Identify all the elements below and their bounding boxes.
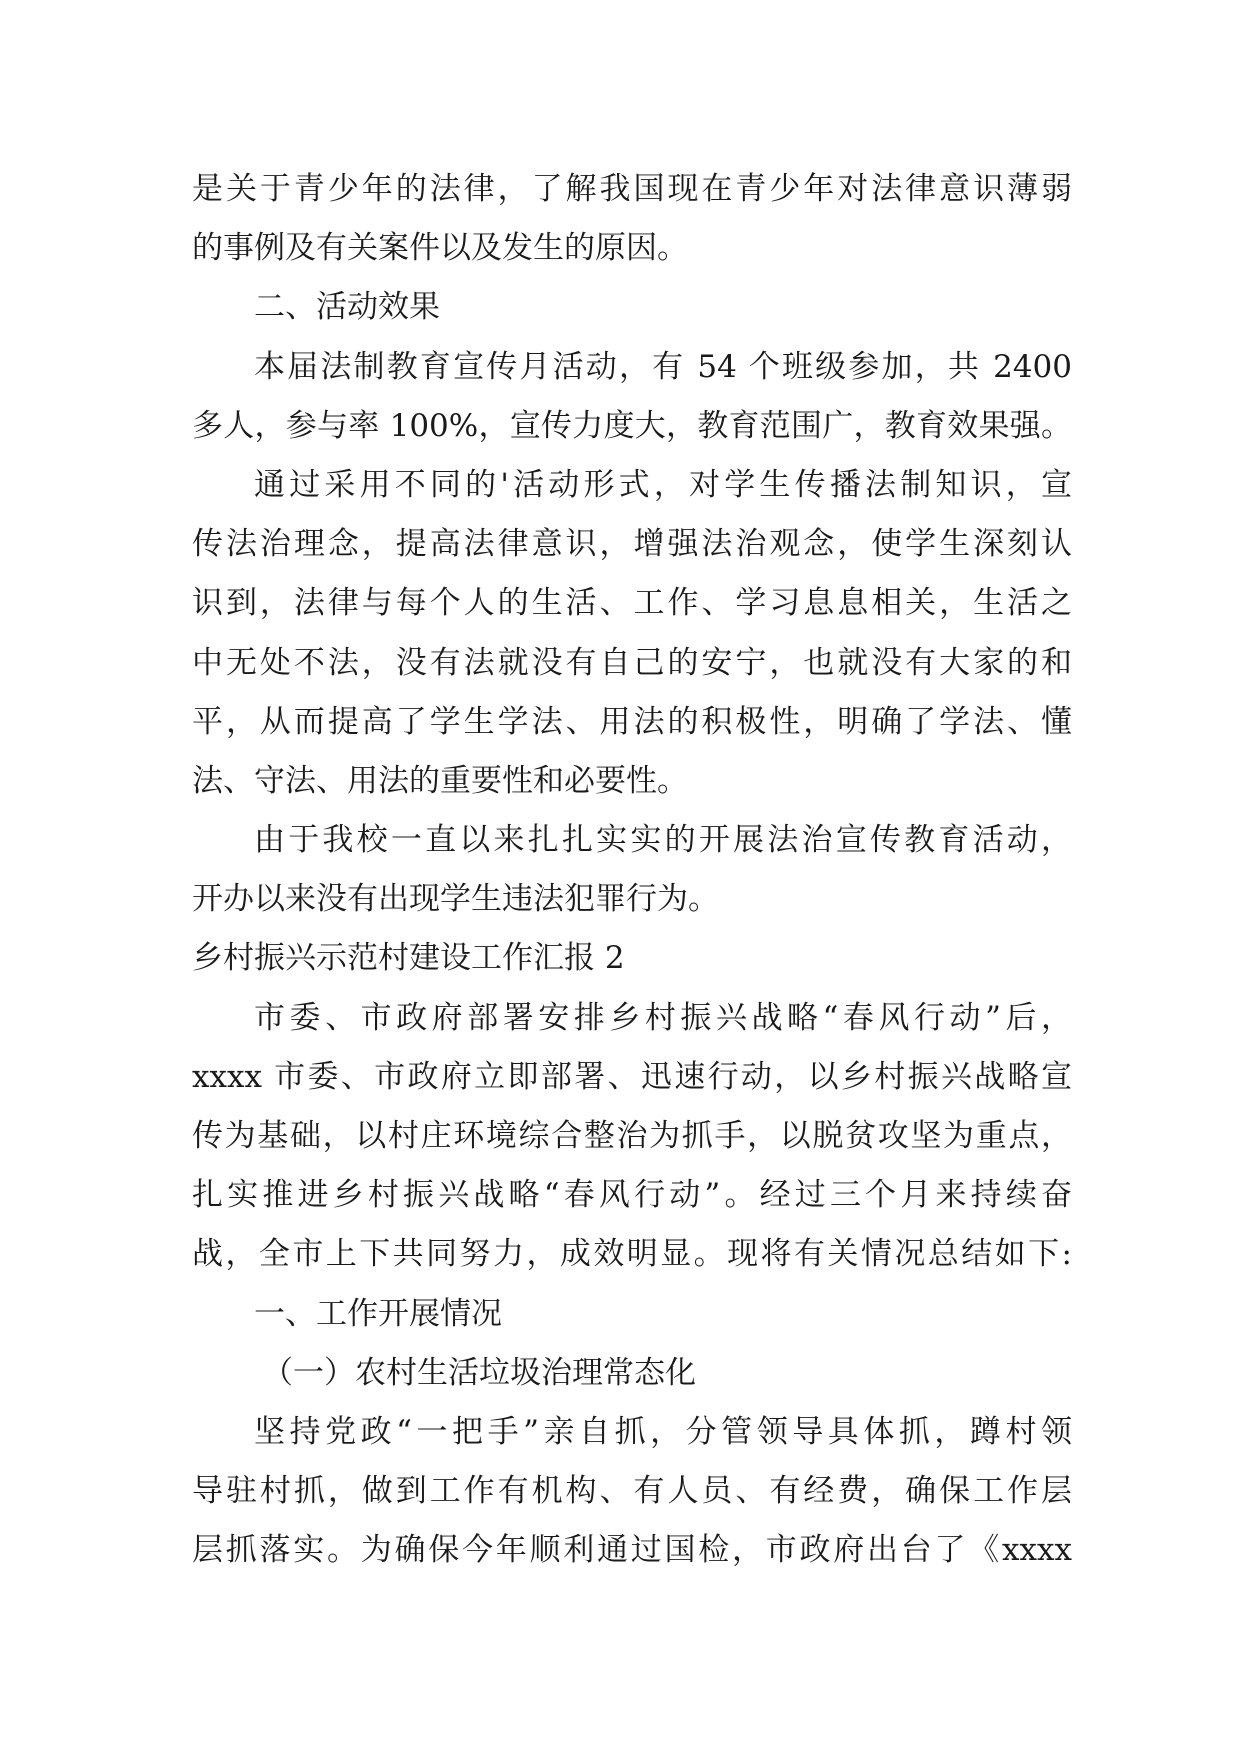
text-line: 由于我校一直以来扎扎实实的开展法治宣传教育活动，	[254, 822, 1072, 859]
text-line: 的事例及有关案件以及发生的原因。	[192, 230, 688, 267]
text-line: 传法治理念，提高法律意识，增强法治观念，使学生深刻认	[192, 526, 1072, 563]
text-line: 多人，参与率 100%，宣传力度大，教育范围广，教育效果强。	[192, 407, 1072, 444]
section-heading: 一、工作开展情况	[254, 1295, 502, 1332]
subsection-heading: （一）农村生活垃圾治理常态化	[262, 1354, 696, 1391]
text-line: 通过采用不同的'活动形式，对学生传播法制知识，宣	[254, 466, 1072, 503]
text-line: 中无处不法，没有法就没有自己的安宁，也就没有大家的和	[192, 644, 1072, 681]
text-line: 本届法制教育宣传月活动，有 54 个班级参加，共 2400	[254, 348, 1072, 385]
text-line: 平，从而提高了学生学法、用法的积极性，明确了学法、懂	[192, 703, 1072, 740]
text-line: 法、守法、用法的重要性和必要性。	[192, 762, 688, 799]
text-line: 是关于青少年的法律，了解我国现在青少年对法律意识薄弱	[192, 171, 1072, 207]
text-line: 导驻村抓，做到工作有机构、有人员、有经费，确保工作层	[192, 1473, 1072, 1510]
text-line: 开办以来没有出现学生违法犯罪行为。	[192, 881, 719, 918]
text-line: 传为基础，以村庄环境综合整治为抓手，以脱贫攻坚为重点，	[192, 1118, 1072, 1154]
text-line: 战，全市上下共同努力，成效明显。现将有关情况总结如下:	[192, 1236, 1072, 1273]
document-title: 乡村振兴示范村建设工作汇报 2	[192, 940, 625, 977]
section-heading: 二、活动效果	[254, 289, 440, 326]
document-body	[192, 160, 1072, 1581]
text-line: 识到，法律与每个人的生活、工作、学习息息相关，生活之	[192, 585, 1072, 622]
text-line: 市委、市政府部署安排乡村振兴战略“春风行动”后，	[254, 999, 1072, 1036]
text-line: 层抓落实。为确保今年顺利通过国检，市政府出台了《xxxx	[192, 1532, 1072, 1569]
text-line: xxxx 市委、市政府立即部署、迅速行动，以乡村振兴战略宣	[192, 1058, 1072, 1095]
text-line: 扎实推进乡村振兴战略“春风行动”。经过三个月来持续奋	[192, 1177, 1072, 1214]
text-line: 坚持党政“一把手”亲自抓，分管领导具体抓，蹲村领	[254, 1413, 1072, 1450]
